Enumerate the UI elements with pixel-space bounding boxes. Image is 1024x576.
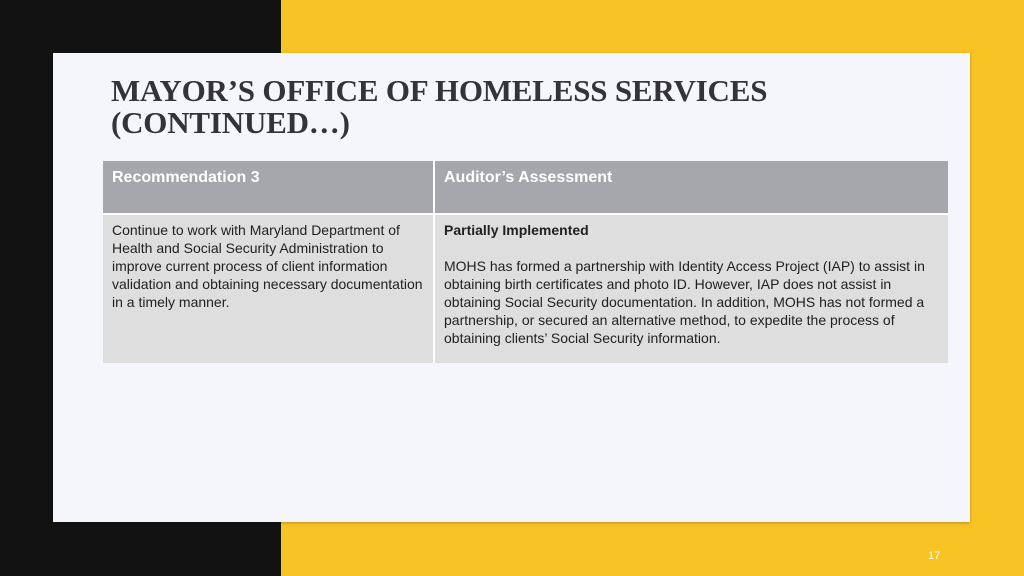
assessment-text: MOHS has formed a partnership with Identity Access Project (IAP) to assist in obtaining birth certificates and photo ID. However, IAP does not assist in obtaining Social Security documentation. In addition, MOHS has not formed a partnership, or secured an alternative method, to expedite the process of obtaining clients’ Social Security information. [444, 258, 925, 346]
content-card [53, 53, 970, 522]
recommendation-text: Continue to work with Maryland Department of Health and Social Security Administration to improve current process of client information validation and obtaining necessary documentation in a timely manner. [103, 214, 434, 363]
table-row [103, 214, 948, 363]
assessment-cell [434, 214, 948, 363]
slide-title: MAYOR’S OFFICE OF HOMELESS SERVICES (CONTINUED…) [111, 73, 768, 140]
recommendation-table [103, 161, 948, 363]
table-header-row [103, 161, 948, 214]
page-number: 17 [928, 550, 941, 562]
header-auditor-assessment: Auditor’s Assessment [434, 161, 948, 214]
header-recommendation: Recommendation 3 [103, 161, 434, 214]
assessment-status: Partially Implemented [444, 222, 589, 238]
